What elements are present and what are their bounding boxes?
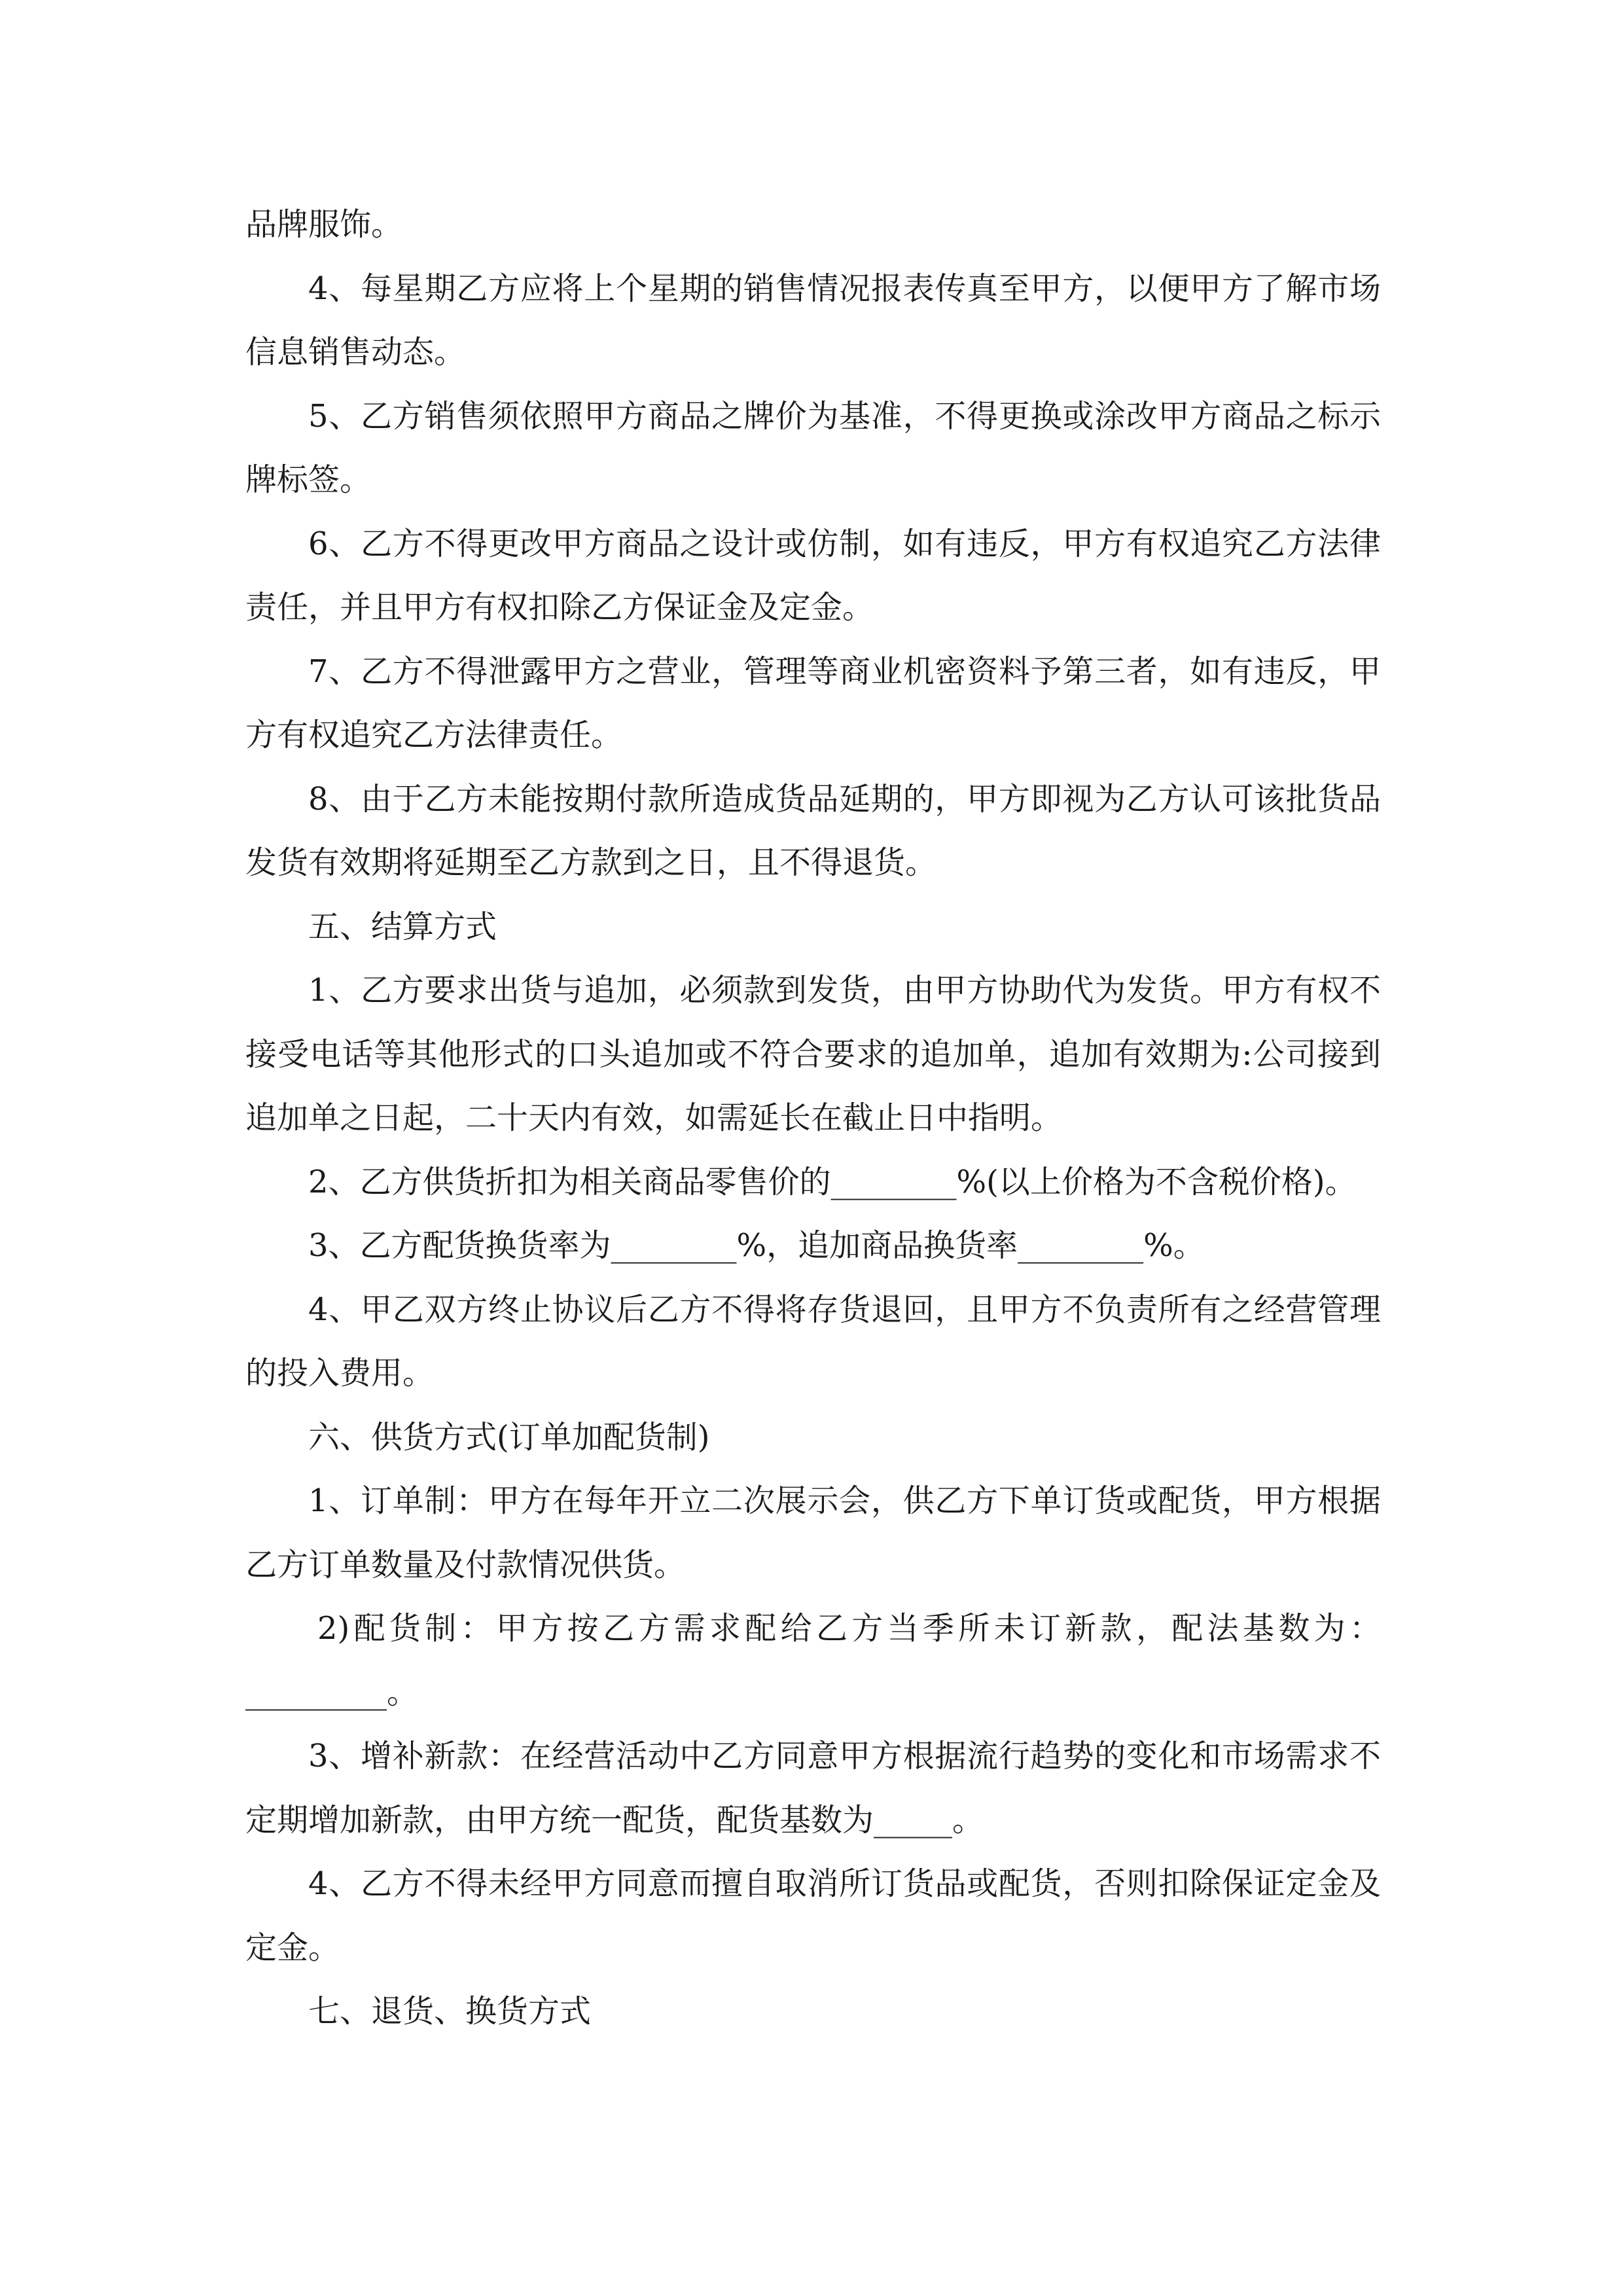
paragraph: 2、乙方供货折扣为相关商品零售价的________%(以上价格为不含税价格)。 (308, 1163, 1357, 1200)
paragraph: 2)配货制：甲方按乙方需求配给乙方当季所未订新款，配法基数为：_________。 (245, 1610, 1381, 1711)
paragraph: 1、乙方要求出货与追加，必须款到发货，由甲方协助代为发货。甲方有权不接受电话等其他形式的口头追加或不符合要求的追加单，追加有效期为:公司接到追加单之日起，二十天内有效，如需延长在截止日中指明。 (245, 972, 1381, 1136)
paragraph: 8、由于乙方未能按期付款所造成货品延期的，甲方即视为乙方认可该批货品发货有效期将延期至乙方款到之日，且不得退货。 (245, 780, 1381, 881)
paragraph: 品牌服饰。 (245, 206, 403, 243)
paragraph: 4、甲乙双方终止协议后乙方不得将存货退回，且甲方不负责所有之经营管理的投入费用。 (245, 1291, 1381, 1391)
paragraph: 4、乙方不得未经甲方同意而擅自取消所订货品或配货，否则扣除保证定金及定金。 (245, 1865, 1381, 1966)
paragraph: 6、乙方不得更改甲方商品之设计或仿制，如有违反，甲方有权追究乙方法律责任，并且甲方有权扣除乙方保证金及定金。 (245, 525, 1381, 626)
paragraph: 1、订单制：甲方在每年开立二次展示会，供乙方下单订货或配货，甲方根据乙方订单数量及付款情况供货。 (245, 1482, 1381, 1583)
section-heading: 五、结算方式 (308, 908, 497, 945)
paragraph: 7、乙方不得泄露甲方之营业，管理等商业机密资料予第三者，如有违反，甲方有权追究乙方法律责任。 (245, 653, 1381, 753)
section-heading: 六、供货方式(订单加配货制) (308, 1418, 710, 1456)
paragraph: 3、乙方配货换货率为________%，追加商品换货率________%。 (308, 1227, 1205, 1264)
section-heading: 七、退货、换货方式 (308, 1993, 592, 2030)
paragraph: 5、乙方销售须依照甲方商品之牌价为基准，不得更换或涂改甲方商品之标示牌标签。 (245, 397, 1381, 498)
paragraph: 3、增补新款：在经营活动中乙方同意甲方根据流行趋势的变化和市场需求不定期增加新款，由甲方统一配货，配货基数为_____。 (245, 1738, 1381, 1839)
document-page (245, 193, 1381, 2044)
paragraph: 4、每星期乙方应将上个星期的销售情况报表传真至甲方，以便甲方了解市场信息销售动态。 (245, 270, 1381, 370)
